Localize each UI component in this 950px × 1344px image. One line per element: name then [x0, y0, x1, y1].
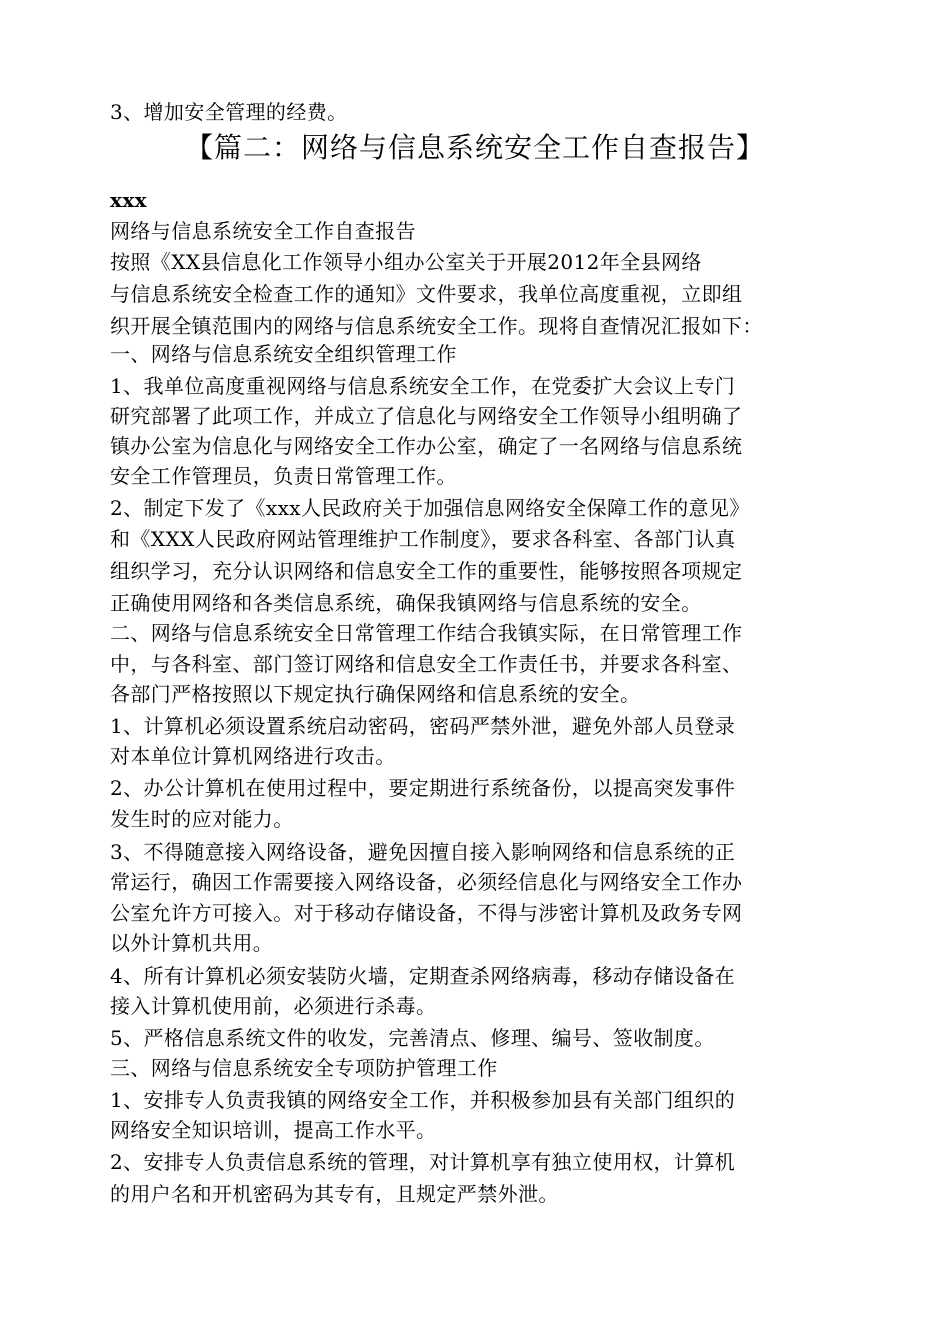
- text-line: 公室允许方可接入。对于移动存储设备，不得与涉密计算机及政务专网: [110, 901, 743, 925]
- text-line: 研究部署了此项工作，并成立了信息化与网络安全工作领导小组明确了: [110, 404, 743, 428]
- section-title: 二、网络与信息系统安全日常管理工作结合我镇实际，在日常管理工作: [110, 621, 743, 645]
- report-title: 网络与信息系统安全工作自查报告: [110, 219, 416, 243]
- text-line: 的用户名和开机密码为其专有，且规定严禁外泄。: [110, 1182, 559, 1206]
- text-line: 镇办公室为信息化与网络安全工作办公室，确定了一名网络与信息系统: [110, 434, 743, 458]
- text-line: 1、我单位高度重视网络与信息系统安全工作，在党委扩大会议上专门: [110, 374, 736, 398]
- text-line: 常运行，确因工作需要接入网络设备，必须经信息化与网络安全工作办: [110, 870, 743, 894]
- text-line: 织开展全镇范围内的网络与信息系统安全工作。现将自查情况汇报如下：: [110, 314, 763, 338]
- text-line: 4、所有计算机必须安装防火墙，定期查杀网络病毒，移动存储设备在: [110, 964, 736, 988]
- text-line: 与信息系统安全检查工作的通知》文件要求，我单位高度重视，立即组: [110, 282, 743, 306]
- text-line: 发生时的应对能力。: [110, 807, 294, 831]
- text-line: 3、不得随意接入网络设备，避免因擅自接入影响网络和信息系统的正: [110, 840, 736, 864]
- text-line: 5、严格信息系统文件的收发，完善清点、修理、编号、签收制度。: [110, 1026, 715, 1050]
- text-line: 正确使用网络和各类信息系统，确保我镇网络与信息系统的安全。: [110, 591, 702, 615]
- text-line: 接入计算机使用前，必须进行杀毒。: [110, 994, 437, 1018]
- text-line: 各部门严格按照以下规定执行确保网络和信息系统的安全。: [110, 682, 641, 706]
- text-line: 2、制定下发了《xxx人民政府关于加强信息网络安全保障工作的意见》: [110, 496, 750, 520]
- text-line: 组织学习，充分认识网络和信息安全工作的重要性，能够按照各项规定: [110, 559, 743, 583]
- text-line: xxx: [110, 188, 147, 212]
- section-title: 三、网络与信息系统安全专项防护管理工作: [110, 1056, 498, 1080]
- text-line: 2、办公计算机在使用过程中，要定期进行系统备份，以提高突发事件: [110, 776, 736, 800]
- text-line: 安全工作管理员，负责日常管理工作。: [110, 464, 457, 488]
- text-line: 以外计算机共用。: [110, 931, 274, 955]
- text-line: 1、计算机必须设置系统启动密码，密码严禁外泄，避免外部人员登录: [110, 714, 736, 738]
- text-line: 3、增加安全管理的经费。: [110, 100, 348, 124]
- text-line: 对本单位计算机网络进行攻击。: [110, 744, 396, 768]
- text-line: 1、安排专人负责我镇的网络安全工作，并积极参加县有关部门组织的: [110, 1088, 736, 1112]
- text-line: 网络安全知识培训，提高工作水平。: [110, 1118, 437, 1142]
- section-title: 一、网络与信息系统安全组织管理工作: [110, 342, 457, 366]
- text-line: 2、安排专人负责信息系统的管理，对计算机享有独立使用权，计算机: [110, 1150, 736, 1174]
- text-line: 中，与各科室、部门签订网络和信息安全工作责任书，并要求各科室、: [110, 652, 743, 676]
- section-heading: 【篇二：网络与信息系统安全工作自查报告】: [184, 131, 765, 164]
- text-line: 按照《XX县信息化工作领导小组办公室关于开展2012年全县网络: [110, 250, 702, 274]
- text-line: 和《XXX人民政府网站管理维护工作制度》，要求各科室、各部门认真: [110, 527, 736, 551]
